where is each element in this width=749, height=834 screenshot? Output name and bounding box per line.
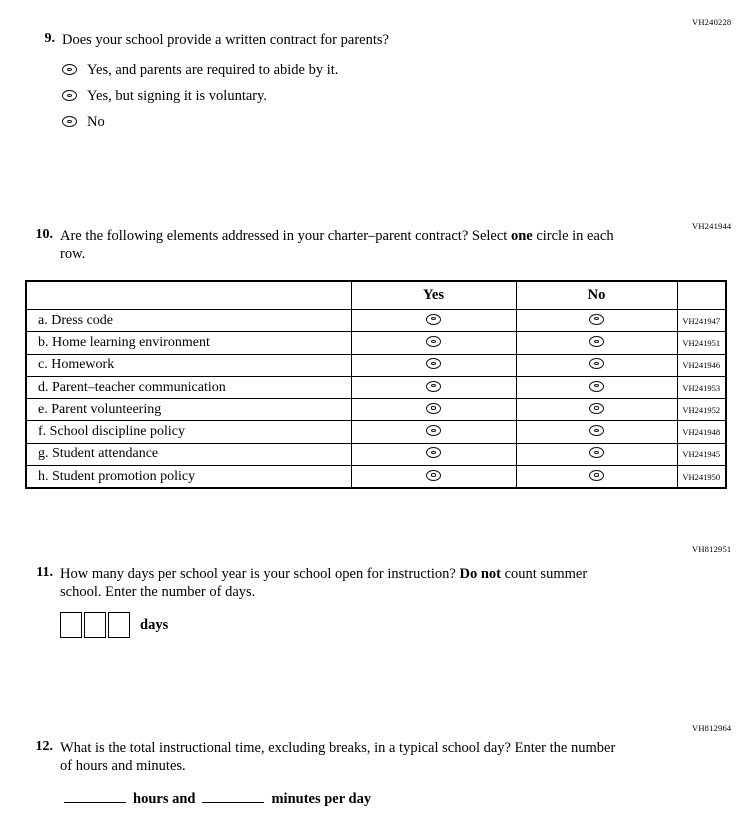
table-cell-code: VH241953 — [677, 376, 726, 398]
table-row — [26, 466, 726, 489]
table-header-code — [677, 281, 726, 310]
question-9-option-3[interactable] — [62, 114, 105, 131]
table-row — [26, 421, 726, 443]
table-cell-no[interactable] — [516, 376, 677, 398]
radio-bubble-icon[interactable] — [589, 336, 604, 347]
question-9-option-1[interactable] — [62, 62, 338, 79]
table-cell-code: VH241951 — [677, 332, 726, 354]
question-11-text-part1: How many days per school year is your school open for instruction? — [60, 566, 460, 582]
table-cell-code: VH241947 — [677, 310, 726, 332]
radio-bubble-icon[interactable] — [426, 425, 441, 436]
table-cell-yes[interactable] — [351, 354, 516, 376]
table-cell-code: VH241946 — [677, 354, 726, 376]
table-row — [26, 376, 726, 398]
table-cell-no[interactable] — [516, 466, 677, 489]
question-10-table — [25, 280, 727, 489]
radio-bubble-icon[interactable] — [62, 116, 77, 127]
question-9 — [32, 31, 672, 49]
table-cell-code: VH241952 — [677, 399, 726, 421]
table-row-label: h. Student promotion policy — [26, 466, 351, 489]
table-cell-no[interactable] — [516, 354, 677, 376]
table-row-label: c. Homework — [26, 354, 351, 376]
question-9-option-3-label: No — [87, 114, 105, 130]
hours-input[interactable] — [64, 790, 126, 803]
table-cell-no[interactable] — [516, 421, 677, 443]
question-11-text-part2: count summer school. Enter the number of days. — [60, 566, 588, 601]
table-cell-code: VH241950 — [677, 466, 726, 489]
table-header-row — [26, 281, 726, 310]
table-row — [26, 310, 726, 332]
table-header-yes: Yes — [351, 281, 516, 310]
question-11-text-emphasis: Do not — [459, 566, 501, 582]
radio-bubble-icon[interactable] — [426, 314, 441, 325]
table-row — [26, 332, 726, 354]
table-row — [26, 399, 726, 421]
question-9-option-2-label: Yes, but signing it is voluntary. — [87, 88, 268, 104]
digit-box-1[interactable] — [60, 612, 82, 638]
table-cell-yes[interactable] — [351, 443, 516, 465]
radio-bubble-icon[interactable] — [589, 381, 604, 392]
table-cell-code: VH241948 — [677, 421, 726, 443]
question-12-minutes-label: minutes per day — [271, 791, 372, 807]
table-cell-yes[interactable] — [351, 332, 516, 354]
question-12-text: What is the total instructional time, excluding breaks, in a typical school day? Enter the number of hours and minutes. — [60, 740, 616, 775]
radio-bubble-icon[interactable] — [62, 90, 77, 101]
question-10-text — [60, 227, 630, 263]
table-cell-yes[interactable] — [351, 421, 516, 443]
digit-box-2[interactable] — [84, 612, 106, 638]
radio-bubble-icon[interactable] — [426, 381, 441, 392]
radio-bubble-icon[interactable] — [589, 425, 604, 436]
question-11-unit-label: days — [140, 616, 169, 633]
radio-bubble-icon[interactable] — [426, 447, 441, 458]
question-12-entry[interactable] — [60, 790, 374, 808]
radio-bubble-icon[interactable] — [589, 470, 604, 481]
question-11-number: 11. — [36, 565, 53, 580]
table-cell-no[interactable] — [516, 332, 677, 354]
question-10-number: 10. — [35, 227, 53, 242]
table-cell-yes[interactable] — [351, 310, 516, 332]
question-10-text-emphasis: one — [510, 228, 533, 244]
radio-bubble-icon[interactable] — [589, 358, 604, 369]
radio-bubble-icon[interactable] — [589, 447, 604, 458]
question-10-text-part1: Are the following elements addressed in your charter–parent contract? Select — [60, 228, 511, 244]
table-header-no: No — [516, 281, 677, 310]
table-cell-yes[interactable] — [351, 466, 516, 489]
table-row-label: f. School discipline policy — [26, 421, 351, 443]
radio-bubble-icon[interactable] — [62, 64, 77, 75]
table-row — [26, 443, 726, 465]
question-12 — [30, 739, 620, 775]
question-9-number: 9. — [44, 31, 55, 46]
minutes-input[interactable] — [202, 790, 264, 803]
table-cell-no[interactable] — [516, 443, 677, 465]
table-cell-no[interactable] — [516, 310, 677, 332]
question-code-11: VH812951 — [692, 544, 732, 554]
question-9-option-2[interactable] — [62, 88, 267, 105]
question-code-10: VH241944 — [692, 221, 732, 231]
table-row-label: b. Home learning environment — [26, 332, 351, 354]
table-cell-no[interactable] — [516, 399, 677, 421]
radio-bubble-icon[interactable] — [589, 314, 604, 325]
radio-bubble-icon[interactable] — [426, 336, 441, 347]
radio-bubble-icon[interactable] — [426, 403, 441, 414]
table-header-blank — [26, 281, 351, 310]
question-11 — [30, 565, 630, 601]
table-row-label: d. Parent–teacher communication — [26, 376, 351, 398]
radio-bubble-icon[interactable] — [426, 358, 441, 369]
table-row-label: a. Dress code — [26, 310, 351, 332]
question-9-option-1-label: Yes, and parents are required to abide by it. — [87, 62, 339, 78]
question-code-9: VH240228 — [692, 17, 732, 27]
question-10 — [30, 227, 630, 263]
table-cell-yes[interactable] — [351, 399, 516, 421]
table-row-label: e. Parent volunteering — [26, 399, 351, 421]
question-code-12: VH812964 — [692, 723, 732, 733]
table-cell-code: VH241945 — [677, 443, 726, 465]
question-11-entry[interactable] — [60, 612, 168, 638]
question-12-number: 12. — [35, 739, 53, 754]
question-9-text: Does your school provide a written contract for parents? — [62, 32, 389, 48]
table-row-label: g. Student attendance — [26, 443, 351, 465]
question-10-text-part2: circle in each row. — [60, 228, 614, 263]
radio-bubble-icon[interactable] — [426, 470, 441, 481]
table-cell-yes[interactable] — [351, 376, 516, 398]
question-11-text — [60, 565, 630, 601]
digit-box-3[interactable] — [108, 612, 130, 638]
table-row — [26, 354, 726, 376]
question-12-hours-label: hours and — [133, 791, 196, 807]
radio-bubble-icon[interactable] — [589, 403, 604, 414]
